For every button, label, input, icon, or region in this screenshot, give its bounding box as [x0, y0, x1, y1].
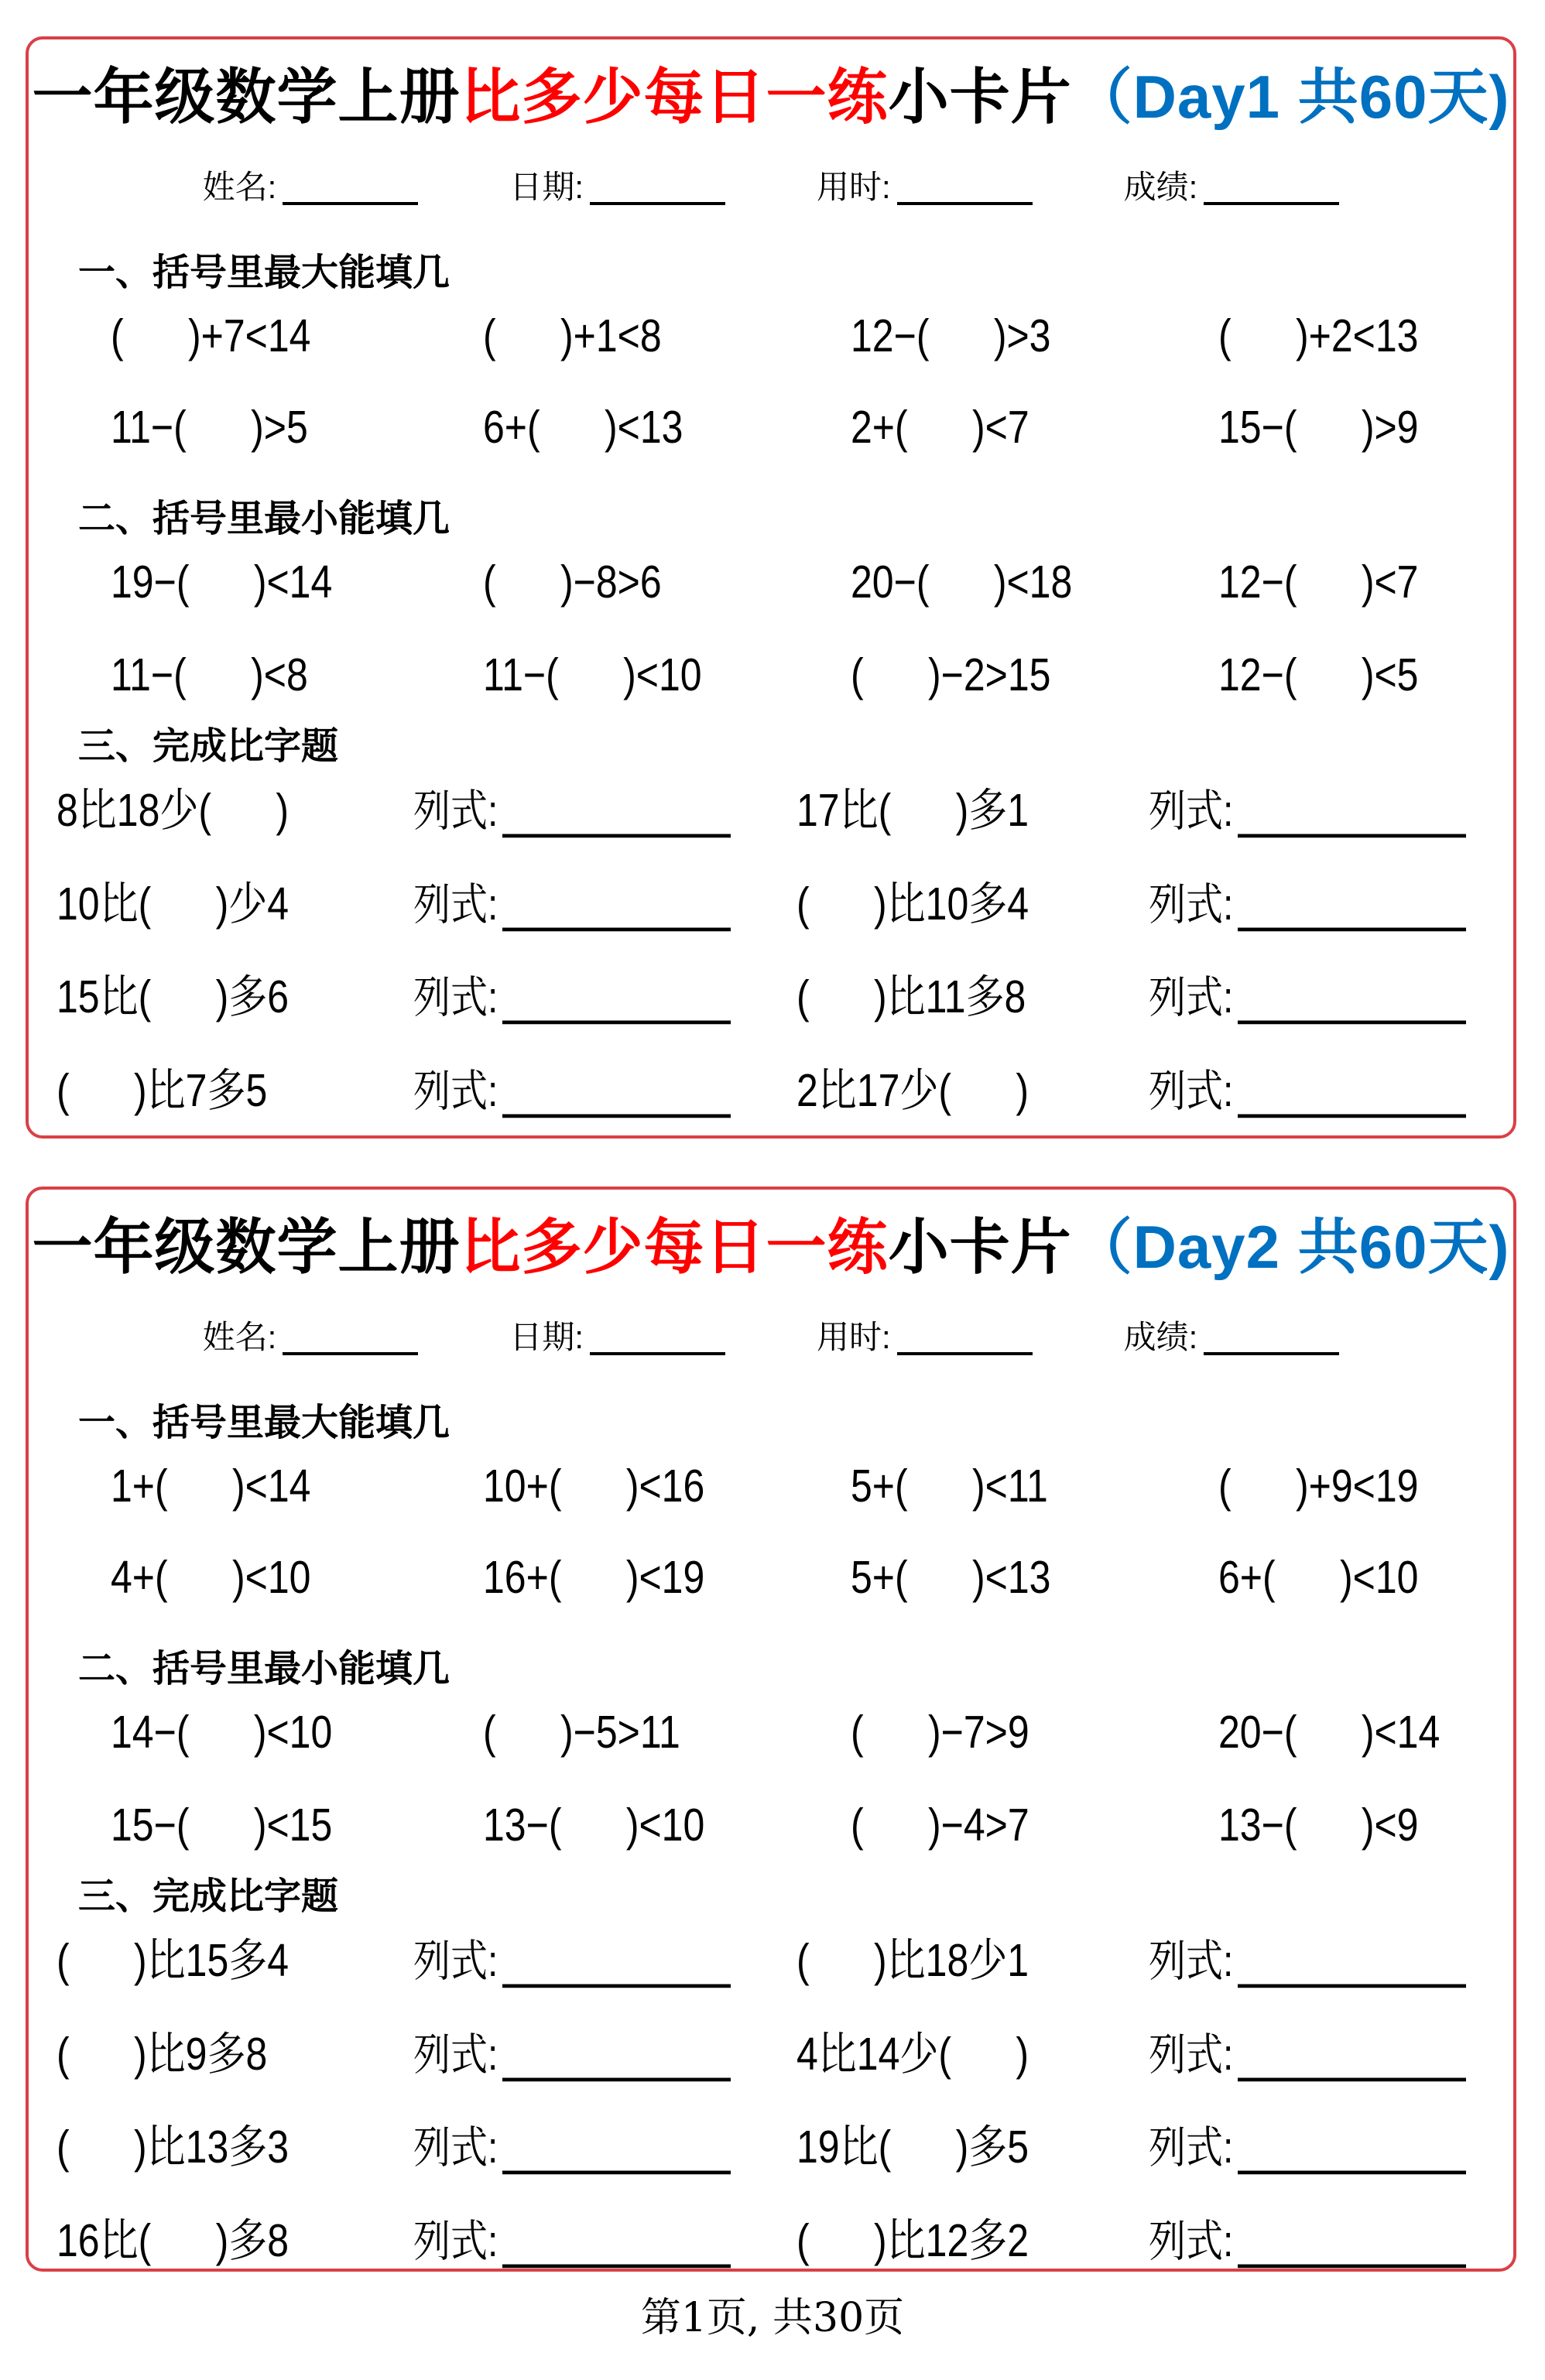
problem: 10+( )<16	[483, 1461, 705, 1512]
answer-blank	[1238, 2257, 1466, 2268]
problem-row	[29, 402, 1513, 454]
lieshi-group	[1149, 1934, 1513, 1987]
problem: 12−( )<7	[1218, 556, 1419, 608]
problem: 15−( )<15	[111, 1799, 333, 1851]
worksheet-card-day1	[26, 36, 1516, 1139]
answer-blank	[1238, 2070, 1466, 2081]
problem: 5+( )<13	[851, 1551, 1051, 1603]
card-title	[29, 1213, 1513, 1282]
problem: 19比( )多5	[796, 2121, 1029, 2173]
answer-blank	[502, 920, 731, 931]
problem: 10比( )少4	[57, 878, 289, 930]
lieshi-label: 列式:	[413, 2031, 498, 2080]
time-blank	[897, 1346, 1033, 1355]
section3-heading: 三、完成比字题	[78, 726, 339, 768]
problem-row	[29, 784, 1513, 837]
problem: 11−( )>5	[111, 401, 308, 453]
problem: ( )−8>6	[483, 556, 662, 608]
problem: ( )比10多4	[796, 878, 1029, 930]
title-text-black-2: 小卡片	[888, 63, 1072, 131]
name-blank	[283, 196, 418, 205]
answer-blank	[502, 2257, 731, 2268]
problem: ( )+7<14	[111, 310, 311, 362]
date-field	[509, 1318, 725, 1357]
score-field	[1124, 1318, 1340, 1357]
problem: ( )比13多3	[57, 2121, 289, 2173]
problem: 15−( )>9	[1218, 401, 1419, 453]
title-text-red: 比多少每日一练	[460, 1213, 889, 1281]
problem-row	[29, 2121, 1513, 2173]
lieshi-label: 列式:	[1149, 881, 1234, 930]
title-text-black-2: 小卡片	[888, 1213, 1072, 1281]
lieshi-label: 列式:	[1149, 1937, 1234, 1986]
lieshi-group	[413, 878, 796, 931]
page-footer: 第1页, 共30页	[640, 2295, 905, 2341]
title-text-red: 比多少每日一练	[460, 63, 889, 131]
lieshi-label: 列式:	[413, 881, 498, 930]
problem: 4比14少( )	[796, 2028, 1029, 2080]
lieshi-group	[1149, 2121, 1513, 2173]
title-text-blue: （Day2 共60天)	[1071, 1213, 1510, 1281]
problem: 6+( )<13	[483, 401, 683, 453]
info-row	[29, 1318, 1513, 1357]
problem-row	[29, 2029, 1513, 2081]
lieshi-group	[1149, 971, 1513, 1023]
problem: ( )比18少1	[796, 1934, 1029, 1986]
lieshi-group	[413, 784, 796, 837]
problem: 5+( )<11	[851, 1461, 1048, 1512]
problem: ( )比15多4	[57, 1934, 289, 1986]
problem: 15比( )多6	[57, 971, 289, 1022]
name-field	[203, 168, 419, 207]
problem: ( )比12多2	[796, 2214, 1029, 2267]
answer-blank	[502, 1976, 731, 1987]
problem: 14−( )<10	[111, 1707, 333, 1758]
answer-blank	[1238, 1012, 1466, 1023]
lieshi-label: 列式:	[413, 1067, 498, 1117]
time-blank	[897, 196, 1033, 205]
section2-heading: 二、括号里最小能填几	[78, 498, 450, 540]
problem: 13−( )<9	[1218, 1799, 1419, 1851]
section1-heading: 一、括号里最大能填几	[78, 252, 450, 294]
info-row	[29, 168, 1513, 207]
problem-row	[29, 649, 1513, 702]
problem: ( )+9<19	[1218, 1461, 1419, 1512]
date-field	[509, 168, 725, 207]
problem: ( )−4>7	[851, 1799, 1029, 1851]
time-label: 用时:	[817, 1318, 891, 1355]
answer-blank	[1238, 1107, 1466, 1118]
problem: 16+( )<19	[483, 1551, 705, 1603]
problem: 20−( )<14	[1218, 1707, 1441, 1758]
title-text-blue: （Day1 共60天)	[1071, 63, 1510, 131]
problem-row	[29, 556, 1513, 609]
problem-row	[29, 1065, 1513, 1118]
answer-blank	[502, 1107, 731, 1118]
section3-heading: 三、完成比字题	[78, 1876, 339, 1918]
answer-blank	[1238, 1976, 1466, 1987]
problem: 17比( )多1	[796, 784, 1029, 836]
problem: ( )+1<8	[483, 310, 662, 362]
lieshi-group	[1149, 784, 1513, 837]
answer-blank	[502, 2070, 731, 2081]
time-field	[817, 1318, 1033, 1357]
answer-blank	[1238, 2163, 1466, 2173]
lieshi-group	[413, 1934, 796, 1987]
problem: 6+( )<10	[1218, 1551, 1419, 1603]
answer-blank	[502, 2163, 731, 2173]
lieshi-group	[1149, 878, 1513, 931]
lieshi-group	[413, 971, 796, 1023]
problem: 11−( )<8	[111, 649, 308, 700]
name-label: 姓名:	[202, 1318, 277, 1355]
problem: ( )−2>15	[851, 649, 1051, 700]
problem: 19−( )<14	[111, 556, 333, 608]
score-field	[1124, 168, 1340, 207]
answer-blank	[1238, 826, 1466, 837]
lieshi-label: 列式:	[1149, 787, 1234, 836]
problem-row	[29, 310, 1513, 363]
lieshi-label: 列式:	[413, 2217, 498, 2267]
score-blank	[1204, 1346, 1339, 1355]
problem: ( )−5>11	[483, 1707, 680, 1758]
date-label: 日期:	[509, 168, 584, 205]
problem-row	[29, 1461, 1513, 1513]
lieshi-group	[1149, 2029, 1513, 2081]
name-label: 姓名:	[202, 168, 277, 205]
lieshi-label: 列式:	[413, 974, 498, 1022]
problem: 4+( )<10	[111, 1551, 311, 1603]
title-text-black-1: 一年级数学上册	[32, 1213, 461, 1281]
date-blank	[590, 1346, 725, 1355]
problem-row	[29, 1934, 1513, 1987]
lieshi-label: 列式:	[1149, 1067, 1234, 1117]
problem-row	[29, 878, 1513, 931]
problem: 2+( )<7	[851, 401, 1029, 453]
lieshi-group	[413, 1065, 796, 1118]
problem: 2比17少( )	[796, 1064, 1029, 1117]
problem-row	[29, 1800, 1513, 1852]
lieshi-group	[1149, 2215, 1513, 2268]
problem: 11−( )<10	[483, 649, 702, 700]
lieshi-label: 列式:	[1149, 2031, 1234, 2080]
lieshi-label: 列式:	[1149, 2217, 1234, 2267]
problem: 20−( )<18	[851, 556, 1073, 608]
worksheet-card-day2	[26, 1187, 1516, 2272]
lieshi-label: 列式:	[1149, 974, 1234, 1022]
problem: 1+( )<14	[111, 1461, 311, 1512]
score-label: 成绩:	[1123, 168, 1198, 205]
name-blank	[283, 1346, 418, 1355]
date-blank	[590, 196, 725, 205]
problem: 12−( )>3	[851, 310, 1051, 362]
problem: 16比( )多8	[57, 2214, 289, 2267]
problem: ( )比7多5	[57, 1064, 268, 1117]
problem-row	[29, 971, 1513, 1023]
name-field	[203, 1318, 419, 1357]
lieshi-label: 列式:	[413, 2124, 498, 2173]
problem: ( )比11多8	[796, 971, 1026, 1022]
lieshi-label: 列式:	[413, 787, 498, 836]
time-field	[817, 168, 1033, 207]
problem: 8比18少( )	[57, 784, 289, 836]
problem: ( )比9多8	[57, 2028, 268, 2080]
section2-heading: 二、括号里最小能填几	[78, 1649, 450, 1690]
lieshi-group	[413, 2029, 796, 2081]
time-label: 用时:	[817, 168, 891, 205]
problem-row	[29, 1707, 1513, 1759]
problem: ( )−7>9	[851, 1707, 1029, 1758]
title-text-black-1: 一年级数学上册	[32, 63, 461, 131]
card-title	[29, 63, 1513, 132]
lieshi-label: 列式:	[1149, 2124, 1234, 2173]
date-label: 日期:	[509, 1318, 584, 1355]
lieshi-group	[413, 2121, 796, 2173]
problem: 13−( )<10	[483, 1799, 705, 1851]
problem-row	[29, 1552, 1513, 1604]
lieshi-label: 列式:	[413, 1937, 498, 1986]
score-label: 成绩:	[1123, 1318, 1198, 1355]
problem: ( )+2<13	[1218, 310, 1419, 362]
answer-blank	[1238, 920, 1466, 931]
score-blank	[1204, 196, 1339, 205]
section1-heading: 一、括号里最大能填几	[78, 1402, 450, 1444]
answer-blank	[502, 1012, 731, 1023]
problem: 12−( )<5	[1218, 649, 1419, 700]
lieshi-group	[413, 2215, 796, 2268]
answer-blank	[502, 826, 731, 837]
problem-row	[29, 2215, 1513, 2268]
lieshi-group	[1149, 1065, 1513, 1118]
